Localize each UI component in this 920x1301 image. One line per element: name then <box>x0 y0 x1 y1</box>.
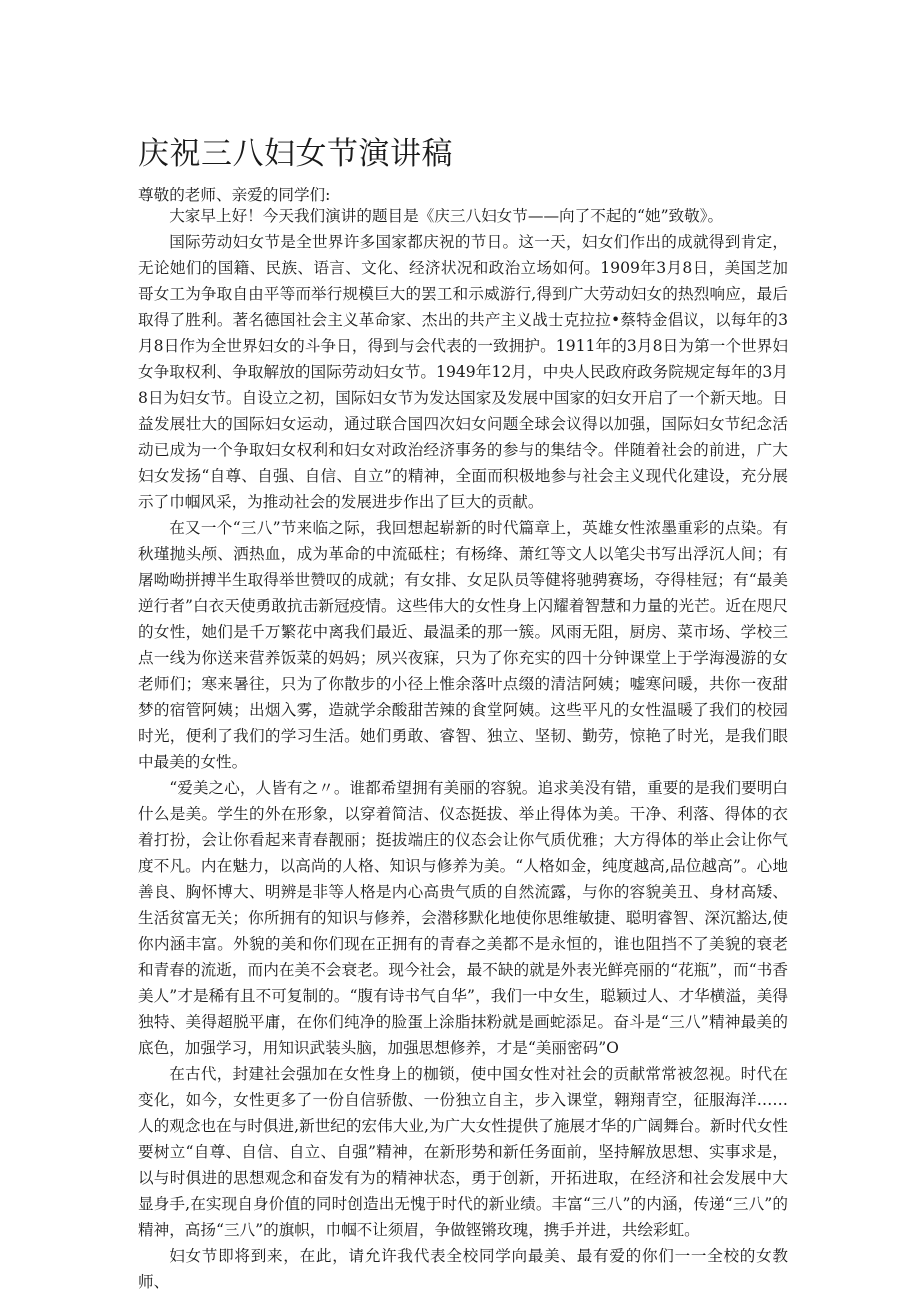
paragraph-greeting: 大家早上好！今天我们演讲的题目是《庆三八妇女节——向了不起的“她”致敬》。 <box>169 207 724 225</box>
paragraph-modern-women: 在古代，封建社会强加在女性身上的枷锁，使中国女性对社会的贡献常常被忽视。时代在变化，如今，女性更多了一份自信骄傲、一份独立自主，步入课堂，翱翔青空，征服海洋……人的观念也在与时俱进,新世纪的宏伟大业,为广大女性提供了施展才华的广阔舞台。新时代女性要树立“自尊、自信、自立、自强”精神，在新形势和新任务面前，坚持解放思想、实事求是，以与时俱进的思想观念和奋发有为的精神状态，勇于创新，开拓进取，在经济和社会发展中大显身手,在实现自身价值的同时创造出无愧于时代的新业绩。丰富“三八”的内涵，传递“三八”的精神，高扬“三八”的旗帜，巾帼不让须眉，争做铿锵玫瑰，携手并进，共绘彩虹。 <box>138 1065 788 1239</box>
paragraph-history: 国际劳动妇女节是全世界许多国家都庆祝的节日。这一天，妇女们作出的成就得到肯定，无论她们的国籍、民族、语言、文化、经济状况和政治立场如何。1909年3月8日，美国芝加哥女工为争取自由平等而举行规模巨大的罢工和示威游行,得到广大劳动妇女的热烈响应，最后取得了胜利。著名德国社会主义革命家、杰出的共产主义战士克拉拉•蔡特金倡议，以每年的3月8日作为全世界妇女的斗争日，得到与会代表的一致拥护。1911年的3月8日为第一个世界妇女争取权利、争取解放的国际劳动妇女节。1949年12月，中央人民政府政务院规定每年的3月8日为妇女节。自设立之初，国际妇女节为发达国家及发展中国家的妇女开启了一个新天地。日益发展壮大的国际妇女运动，通过联合国四次妇女问题全球会议得以加强，国际妇女节纪念活动已成为一个争取妇女权利和妇女对政治经济事务的参与的集结令。伴随着社会的前进，广大妇女发扬“自尊、自强、自信、自立”的精神，全面而积极地参与社会主义现代化建设，充分展示了巾帼风采，为推动社会的发展进步作出了巨大的贡献。 <box>138 233 788 511</box>
document-body <box>138 203 788 1295</box>
salutation: 尊敬的老师、亲爱的同学们: <box>138 186 331 204</box>
paragraph-heroines: 在又一个“三八”节来临之际，我回想起崭新的时代篇章上，英雄女性浓墨重彩的点染。有秋瑾抛头颅、洒热血，成为革命的中流砥柱；有杨绛、萧红等文人以笔尖书写出浮沉人间；有屠呦呦拼搏半生取得举世赞叹的成就；有女排、女足队员等健将驰骋赛场，夺得桂冠；有“最美逆行者”白衣天使勇敢抗击新冠疫情。这些伟大的女性身上闪耀着智慧和力量的光芒。近在咫尺的女性，她们是千万繁花中离我们最近、最温柔的那一簇。风雨无阻，厨房、菜市场、学校三点一线为你送来营养饭菜的妈妈；夙兴夜寐，只为了你充实的四十分钟课堂上于学海漫游的女老师们；寒来暑往，只为了你散步的小径上惟余落叶点缀的清洁阿姨；嘘寒问暖，共你一夜甜梦的宿管阿姨；出烟入雾，造就学余酸甜苦辣的食堂阿姨。这些平凡的女性温暖了我们的校园时光，便利了我们的学习生活。她们勇敢、睿智、独立、坚韧、勤劳，惊艳了时光，是我们眼中最美的女性。 <box>138 519 788 771</box>
paragraph-closing: 妇女节即将到来，在此，请允许我代表全校同学向最美、最有爱的你们一一全校的女教师、 <box>138 1247 788 1291</box>
document-title: 庆祝三八妇女节演讲稿 <box>138 136 453 172</box>
paragraph-beauty: “爱美之心，人皆有之〃。谁都希望拥有美丽的容貌。追求美没有错，重要的是我们要明白什么是美。学生的外在形象，以穿着简洁、仪态挺拔、举止得体为美。干净、利落、得体的衣着打扮，会让你看起来青春靓丽；挺拔端庄的仪态会让你气质优雅；大方得体的举止会让你气度不凡。内在魅力，以高尚的人格、知识与修养为美。“人格如金，纯度越高,品位越高”。心地善良、胸怀博大、明辨是非等人格是内心高贵气质的自然流露，与你的容貌美丑、身材高矮、生活贫富无关；你所拥有的知识与修养，会潜移默化地使你思维敏捷、聪明睿智、深沉豁达,使你内涵丰富。外貌的美和你们现在正拥有的青春之美都不是永恒的，谁也阻挡不了美貌的衰老和青春的流逝，而内在美不会衰老。现今社会，最不缺的就是外表光鲜亮丽的“花瓶”，而“书香美人”才是稀有且不可复制的。“腹有诗书气自华”，我们一中女生，聪颖过人、才华横溢，美得独特、美得超脱平庸，在你们纯净的脸蛋上涂脂抹粉就是画蛇添足。奋斗是“三八”精神最美的底色，加强学习，用知识武装头脑，加强思想修养，才是“美丽密码”O <box>138 779 788 1057</box>
